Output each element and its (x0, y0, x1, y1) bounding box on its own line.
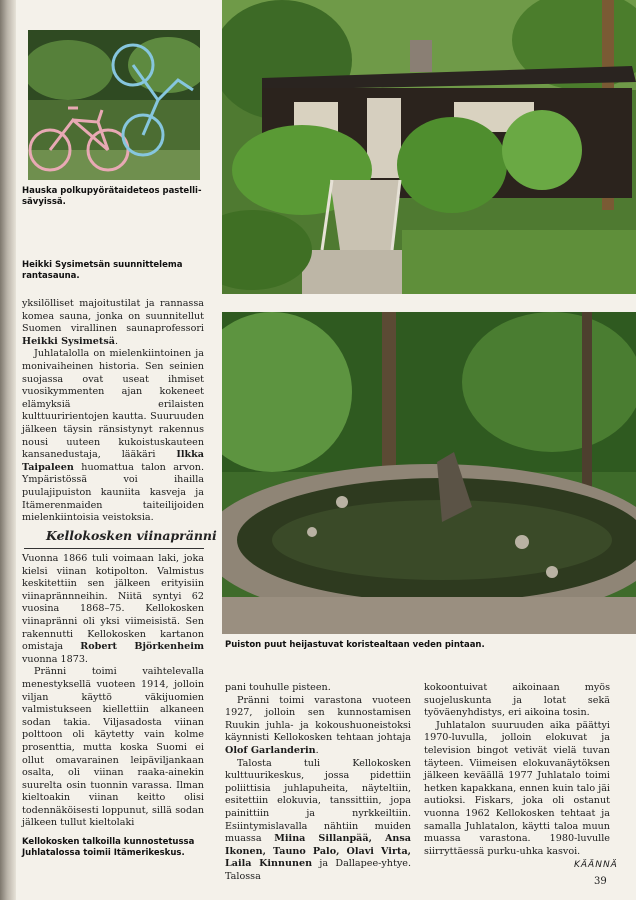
bicycle-caption: Hauska polkupyörätaideteos pastelli- sävyissä. (22, 186, 202, 207)
section-heading: Kellokosken viinapränni (46, 528, 217, 543)
pond-caption: Puiston puut heijastuvat koristealtaan veden pintaan. (225, 640, 485, 650)
name-ilkka-taipale: Ilkka Taipaleen (22, 449, 204, 473)
right-column-text (424, 682, 610, 858)
mid-p1-end: . (315, 744, 319, 756)
main-p1-end: vuonna 1873. (22, 653, 88, 665)
sauna-photo (222, 0, 636, 294)
main-p1-text: Vuonna 1866 tuli voimaan laki, joka kielsi viinan kotipolton. Valmistus keskitettiin sen jälkeen erityisiin viinaprännneihin. Niitä syntyi 62 vuosina 1868–75. Kellokosken viinapränni oli yksi viimeisistä. Sen rakennutti Kellokosken kartanon omistaja (22, 553, 204, 653)
name-olof-garlander: Olof Garlanderin (225, 744, 316, 756)
pond-photo (222, 312, 636, 634)
left-main-text (22, 553, 204, 830)
mid-p0-text: pani touhulle pisteen. (225, 682, 331, 693)
page-number: 39 (594, 876, 607, 887)
performer-names: Miina Sillanpää, Ansa Ikonen, Tauno Palo, Olavi Virta, Laila Kinnunen (225, 833, 411, 870)
intro-p2-end: huomattua talon arvon. Ympäristössä voi ihailla puulajipuiston kauniita kasveja ja Itämerenmaiden taiteilijoiden mielenkiintoisia veistoksia. (22, 461, 204, 524)
intro-p1-end: . (114, 335, 119, 347)
left-intro-text (22, 298, 204, 525)
right-p0-text: kokoontuivat aikoinaan myös suojeluskunta ja lotat sekä työväenyhdistys, eri aikoina tosin. (424, 682, 610, 719)
name-heikki-sysimetsa: Heikki Sysimetsä (22, 335, 115, 347)
intro-p1-text: yksilölliset majoitustilat ja rannassa komea sauna, jonka on suunnitellut Suomen virallinen saunaprofessori (22, 298, 204, 335)
mid-p2-end: ja Dallapee-yhtye. Talossa (225, 858, 411, 882)
main-p2-text: Pränni toimi vaihtelevalla menestyksellä vuoteen 1914, jolloin viljan käyttö väkijuomien valmistukseen kiellettiin alkaneen sodan takia. Viljasadosta viinan polttoon oli käytetty vain kolme prosenttia, mutta koska Suomi ei ollut omavarainen leipäviljankaan osalta, oli viinan raaka-ainekin suurelta osin tuonnin varassa. Ilman kieltoakin viinan keitto olisi todennäköisesti loppunut, sillä sodan jälkeen tullut kieltolaki (22, 666, 204, 829)
bicycle-sculpture-photo (28, 30, 200, 180)
turn-page-label: KÄÄNNÄ (574, 860, 618, 870)
name-robert-bjorkenheim: Robert Björkenheim (80, 641, 204, 653)
mid-p2-text: Talosta tuli Kellokosken kulttuurikeskus, jossa pidettiin poliittisia juhlapuheita, näyteltiin, esitettiin elokuvia, tanssittiin, jopa painittiin ja nyrkkeiltiin. Esiintymislavalla nähtiin muiden muassa (225, 757, 411, 845)
sauna-caption: Heikki Sysimetsän suunnittelema rantasauna. (22, 260, 183, 281)
right-p1-text: Juhlatalon suuruuden aika päättyi 1970-luvulla, jolloin elokuvat ja television bingot vetivät vielä tuvan täyteen. Viimeisen elokuvanäytöksen jälkeen keväällä 1977 Juhlatalo toimi hetken kapakkana, ennen kuin talo jäi autioksi. Fiskars, joka oli ostanut vuonna 1962 Kellokosken tehtaat ja samalla Juhlatalon, käytti taloa muun muassa varastona. 1980-luvulle siirryttäessä purku-uhka kasvoi. (424, 719, 610, 857)
bottom-caption: Kellokosken talkoilla kunnostetussa Juhlatalossa toimii Itämerikeskus. (22, 837, 195, 858)
middle-column-text (225, 682, 411, 884)
page-gutter-shadow (0, 0, 16, 900)
heading-rule (24, 548, 204, 549)
intro-p2-text: Juhlatalolla on mielenkiintoinen ja monivaiheinen historia. Sen seinien suojassa ovat useat ihmiset vuosikymmenten ajan kokeneet elämyksiä erilaisten kulttuuririentojen kautta. Suuruuden jälkeen täysin ränsistynyt rakennus nousi uuteen kukoistuskauteen kansanedustaja, lääkäri (22, 348, 204, 461)
mid-p1-text: Pränni toimi varastona vuoteen 1927, jolloin sen kunnostamisen Ruukin juhla- ja kokoushuoneistoksi käynnisti Kellokosken tehtaan johtaja (225, 694, 411, 744)
